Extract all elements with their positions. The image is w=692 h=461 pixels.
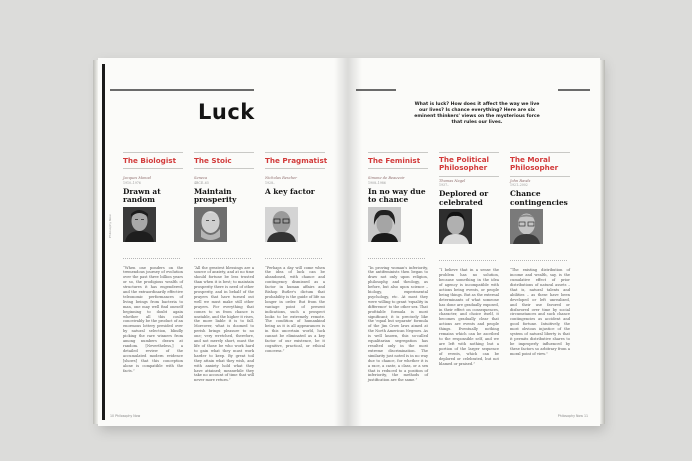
thinker-headline: Deplored or celebrated [439, 189, 489, 207]
thinker-quote: “Perhaps a day will come when the idea of luck can be abandoned, with chance and contingency dismissed as a factor in human affairs and Bishop Butler's dictum that probability is the guide of life no longer in order. But from the vantage point of present indications, such a prospect looks to be extremely remote. The condition of humankind being as it is all appearances is in this uncertain world, luck cannot be eliminated as a key factor of our existence, be it cognitive, practical, or ethical concerns.” [265, 265, 325, 353]
left-page [98, 58, 349, 426]
thinker-biologist [123, 152, 183, 373]
intro-text: What is luck? How does it affect the way we live our lives? Is chance everything? Here are six eminent thinkers' views on the mysterious force that rules our lives. [414, 102, 540, 125]
thinker-dates: 1937– [439, 183, 449, 188]
page-title: Luck [198, 100, 255, 124]
thinker-headline: A key factor [265, 186, 315, 196]
thinker-stoic [194, 152, 254, 383]
portrait-photo [123, 207, 156, 242]
thinker-role: The Biologist [123, 152, 183, 169]
thinker-pragmatist [265, 152, 328, 354]
thinker-name: John Rawls [510, 178, 531, 183]
thinker-quote: “All the greatest blessings are a source of anxiety, and at no time should fortune be less trusted than when it is best; to maintain prosperity there is need of other prosperity, and in behalf of the prayers that have turned out well we must make still other prayers. For everything that comes to us from chance is unstable, and the higher it rises, the more liable it is to fall. Moreover, what is doomed to perish brings pleasure to no one; very wretched, therefore, and not merely short, must the life of those be who work hard to gain what they must work harder to keep. By great toil they attain what they wish, and with anxiety hold what they have attained; meanwhile they take no account of time that will never more return.” [194, 265, 254, 383]
portrait-photo [510, 209, 543, 244]
divider [265, 258, 322, 259]
thinker-name: Nicholas Rescher [265, 176, 297, 180]
intro-rule-left [356, 89, 396, 91]
portrait-photo [265, 207, 298, 242]
title-rule [110, 89, 254, 91]
thinker-headline: In no way due to chance [368, 186, 426, 205]
portrait-photo [194, 207, 227, 242]
thinker-dates: 1910–1976 [123, 180, 141, 185]
portrait-photo [368, 207, 401, 242]
thinker-quote: “In proving woman's inferiority, the antifeminists then began to draw not only upon religion, philosophy, and theology, as before, but also upon science – biology, experimental psychology, etc. At most they were willing to grant 'equality in difference' to the other sex. That profitable formula is most significant; it is precisely like the 'equal but separate' formula of the Jim Crow laws aimed at the North American Negroes. As is well known, this so-called equalitarian segregation has resulted only in the most extreme discrimination. The similarity just noted is in no way due to chance, for whether it is a race, a caste, a class, or a sex that is reduced to a position of inferiority, the methods of justification are the same.” [368, 265, 428, 383]
thinker-name: Simone de Beauvoir [368, 176, 405, 180]
thinker-headline: Chance contingencies [510, 189, 568, 207]
thinker-headline: Maintain prosperity [194, 186, 237, 205]
binding-bar [102, 64, 105, 420]
divider [123, 258, 180, 259]
thinker-quote: “I believe that in a sense the problem has no solution, because something in the idea of agency is incompatible with actions being events, or people being things. But as the external determinants of what someone has done are gradually exposed, in their effect on consequences, character, and choice itself, it becomes gradually clear that actions are events and people things. Eventually nothing remains which can be ascribed to the responsible self, and we are left with nothing but a portion of the larger sequence of events, which can be deplored or celebrated, but not blamed or praised.” [439, 268, 499, 366]
thinker-name: Thomas Nagel [439, 178, 466, 183]
divider [194, 258, 251, 259]
thinker-quote: “The existing distribution of income and wealth, say, is the cumulative effect of prior distributions of natural assets – that is, natural talents and abilities – as these have been developed or left unrealized, and their use favored or disfavored over time by social circumstances and such chance contingencies as accident and good fortune. Intuitively, the most obvious injustice of the system of natural liberty is that it permits distributive shares to be improperly influenced by these factors so arbitrary from a moral point of view.” [510, 268, 570, 356]
thinker-role: The Stoic [194, 152, 254, 169]
intro-rule-right [558, 89, 590, 91]
thinker-dates: 1908–1986 [368, 180, 386, 185]
thinker-role: The Moral Philosopher [510, 152, 570, 177]
thinker-role: The Feminist [368, 152, 428, 169]
thinker-moral-philosopher [510, 152, 570, 357]
side-mark: Philosophy Now [108, 214, 112, 238]
thinker-dates: 4BCE–65 [194, 180, 209, 185]
divider [510, 260, 567, 261]
portrait-photo [439, 209, 472, 244]
folio-right: Philosophy Now 11 [557, 414, 588, 418]
thinker-dates: 1928– [265, 180, 275, 185]
thinker-role: The Political Philosopher [439, 152, 499, 177]
folio-left: 10 Philosophy Now [110, 414, 141, 418]
divider [368, 258, 425, 259]
divider [439, 260, 496, 261]
thinker-name: Seneca [194, 176, 208, 180]
right-page [348, 58, 600, 426]
thinker-quote: “When one ponders on the tremendous journey of evolution over the past three billion years or so, the prodigious wealth of structures it has engendered, and the extraordinarily effective teleonomic performances of living beings from bacteria to man, one may well find oneself beginning to doubt again whether all this could conceivably be the product of an enormous lottery presided over by natural selection, blindly picking the rare winners from among numbers drawn at random. [Nevertheless,] a detailed review of the accumulated modern evidence [shows] that this conception alone is compatible with the facts.” [123, 265, 183, 373]
thinker-political-philosopher [439, 152, 499, 366]
thinker-name: Jacques Monod [123, 176, 151, 180]
magazine-spread [98, 58, 602, 426]
thinker-dates: 1921–2002 [510, 183, 528, 188]
thinker-role: The Pragmatist [265, 152, 325, 169]
thinker-headline: Drawn at random [123, 186, 161, 205]
thinker-feminist [368, 152, 428, 383]
page-edge-right [600, 60, 605, 424]
